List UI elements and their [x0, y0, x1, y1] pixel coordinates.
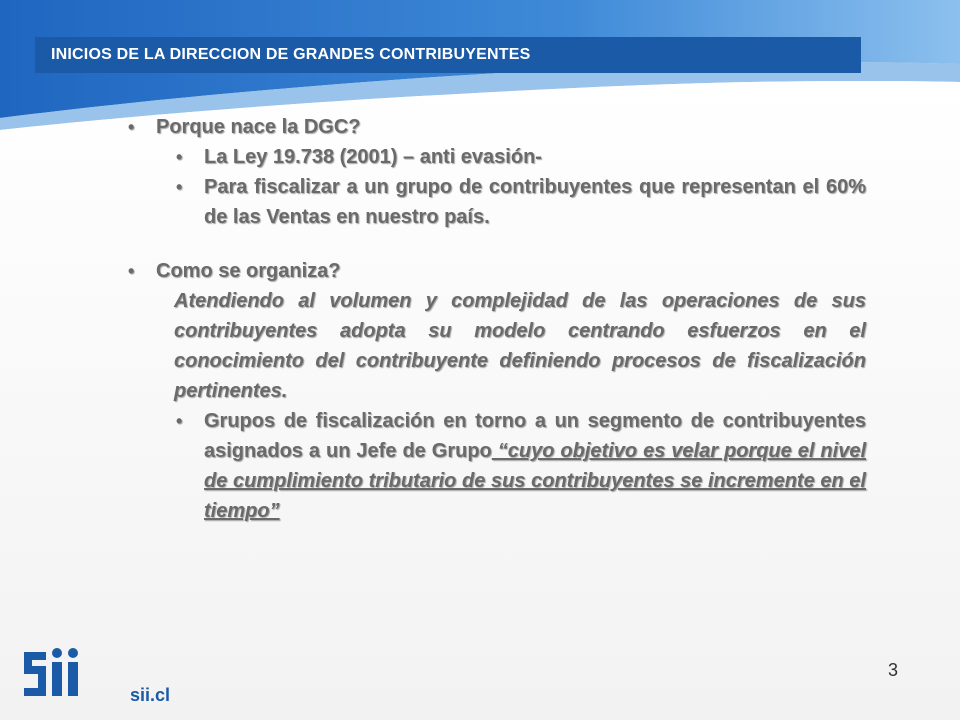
purpose-text: Para fiscalizar a un grupo de contribuyentes que representan el 60% de las Ventas en nuestro país. — [204, 176, 866, 228]
groups-text: Grupos de fiscalización en torno a un segmento de contribuyentes asignados a un Jefe de Grupo — [204, 410, 866, 462]
sub-bullet-law — [120, 142, 866, 172]
bullet-icon: • — [128, 117, 135, 137]
bullet-icon: • — [176, 177, 183, 197]
bullet-icon: • — [176, 411, 183, 431]
question-origin-text: Porque nace la DGC? — [156, 116, 361, 138]
sii-website-label: sii.cl — [130, 685, 171, 705]
page-number: 3 — [888, 660, 899, 680]
slide-title: INICIOS DE LA DIRECCION DE GRANDES CONTRIBUYENTES — [35, 37, 861, 73]
spacer — [120, 232, 866, 256]
question-organization-text: Como se organiza? — [156, 260, 341, 282]
sii-logo — [22, 644, 92, 704]
bullet-question-origin — [120, 112, 866, 142]
sub-bullet-purpose — [120, 172, 866, 232]
bullet-icon: • — [176, 147, 183, 167]
bullet-icon: • — [128, 261, 135, 281]
organization-paragraph: Atendiendo al volumen y complejidad de las operaciones de sus contribuyentes adopta su modelo centrando esfuerzos en el conocimiento del contribuyente definiendo procesos de fiscalización pertinentes. — [174, 290, 866, 402]
law-text: La Ley 19.738 (2001) – anti evasión- — [204, 146, 542, 168]
sub-bullet-groups — [120, 406, 866, 526]
groups-objective-text: “cuyo objetivo es velar porque el nivel de cumplimiento tributario de sus contribuyentes se incremente en el tiempo” — [204, 440, 866, 522]
bullet-question-organization — [120, 256, 866, 286]
slide-content — [120, 112, 866, 526]
